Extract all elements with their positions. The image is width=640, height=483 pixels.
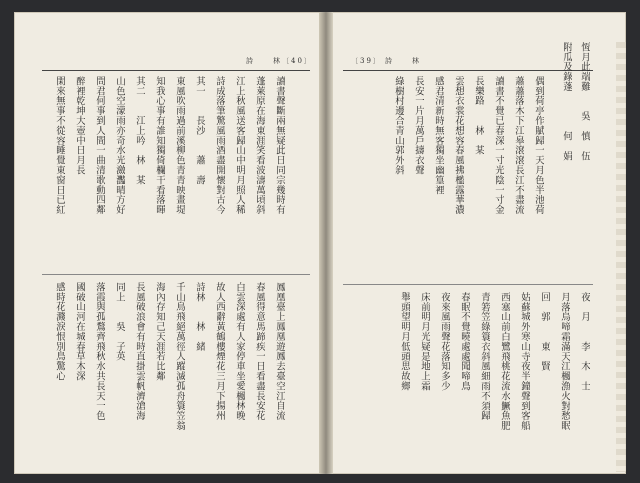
left-upper-col-1: 讀書聲斷兩無疑此日同宗幾時有	[274, 76, 285, 215]
header-rule	[343, 70, 593, 71]
left-page-title: 詩 林	[246, 57, 282, 65]
torn-page-edge	[616, 42, 626, 472]
left-lower-col-11: 國破山河在城春草木深	[74, 282, 85, 381]
left-lower-col-1: 鳳凰臺上鳳凰遊鳳去臺空江自流	[274, 282, 285, 421]
left-upper-col-2: 蓬萊原在海東涯笑看波濤萬頃斜	[254, 76, 265, 215]
right-lower-col-4: 姑蘇城外寒山寺夜半鐘聲到客船	[519, 292, 530, 431]
right-lower-col-7: 春眠不覺曉處處聞啼鳥	[459, 292, 470, 391]
left-lower-col-9: 同上 吳 子英	[114, 282, 125, 362]
right-upper-col-4: 蕭蕭落木下江皋滾滾長江不盡流	[513, 76, 524, 215]
left-upper-col-5: 其一 長沙 蕭 壽	[194, 76, 205, 185]
left-lower-col-5: 詩林 林 緒	[194, 282, 205, 352]
right-page	[333, 12, 626, 474]
right-lower-col-3: 回 郭 東 賢	[539, 292, 550, 372]
right-upper-col-8: 感君清新時無客獨坐幽篁裡	[433, 76, 444, 195]
left-upper-col-4: 詩成落筆驚風雨酒盡開懷對古今	[214, 76, 225, 215]
right-page-number: 〔39〕	[351, 57, 382, 65]
left-upper-col-8: 其二 江上吟 林 某	[134, 76, 145, 185]
left-upper-col-6: 東風吹雨過前溪柳色青青映畫堤	[174, 76, 185, 215]
right-lower-col-8: 夜來風雨聲花落知多少	[439, 292, 450, 391]
left-upper-col-9: 山色空濛雨亦奇水光瀲灩晴方好	[114, 76, 125, 215]
right-lower-col-10: 舉頭望明月低頭思故鄉	[399, 292, 410, 391]
left-lower-col-3: 白雲深處有人家停車坐愛楓林晚	[234, 282, 245, 421]
left-lower-col-6: 千山鳥飛絕萬徑人蹤滅孤舟簑笠翁	[174, 282, 185, 431]
right-upper-col-5: 讀書不覺已春深一寸光陰一寸金	[493, 76, 504, 215]
book-spread	[14, 12, 626, 474]
left-upper-col-12: 閑來無事不從容睡覺東窗日已紅	[54, 76, 65, 215]
right-upper-col-3: 偶到荷亭作賦歸一天月色半池荷	[533, 76, 544, 215]
left-upper-col-11: 醉裡乾坤大壺中日月長	[74, 76, 85, 175]
right-lower-col-5: 西塞山前白鷺飛桃花流水鱖魚肥	[499, 292, 510, 431]
header-rule	[42, 70, 310, 71]
left-page-number: 〔40〕	[282, 57, 313, 65]
right-upper-col-6: 長樂路 林 某	[473, 76, 484, 156]
left-lower-col-2: 春風得意馬蹄疾一日看盡長安花	[254, 282, 265, 421]
left-lower-col-12: 感時花濺淚恨別鳥驚心	[54, 282, 65, 381]
right-lower-col-9: 床前明月光疑是地上霜	[419, 292, 430, 391]
right-lower-col-6: 青箬笠綠簑衣斜風細雨不須歸	[479, 292, 490, 421]
left-lower-col-10: 落霞與孤鶩齊飛秋水共長天一色	[94, 282, 105, 421]
right-upper-col-7: 雲想衣裳花想容春風拂檻露華濃	[453, 76, 464, 215]
right-upper-col-2: 附瓜及錄蓬 何 娟	[561, 42, 572, 161]
right-page-title: 詩 林	[385, 57, 421, 65]
section-divider	[343, 284, 593, 285]
right-upper-col-1: 恆月此端難 吳 慎 伍	[579, 42, 590, 161]
left-upper-col-10: 問君何事到人間一曲清歌動四鄰	[94, 76, 105, 215]
left-page	[14, 12, 319, 474]
section-divider	[42, 274, 310, 275]
right-upper-col-9: 長安一片月萬戶擣衣聲	[413, 76, 424, 175]
left-upper-col-3: 江上秋風送客歸山中明月照人稀	[234, 76, 245, 215]
left-lower-col-4: 故人西辭黃鶴樓煙花三月下揚州	[214, 282, 225, 421]
right-upper-col-10: 綠樹村邊合青山郭外斜	[393, 76, 404, 175]
left-lower-col-7: 海內存知己天涯若比鄰	[154, 282, 165, 381]
right-lower-col-2: 月落烏啼霜滿天江楓漁火對愁眠	[559, 292, 570, 431]
left-upper-col-7: 知我心事有誰知獨倚欄干看落暉	[154, 76, 165, 215]
left-lower-col-8: 長風破浪會有時直掛雲帆濟滄海	[134, 282, 145, 421]
book-gutter	[319, 12, 333, 474]
right-lower-col-1: 夜 月 李 木 士	[579, 292, 590, 391]
